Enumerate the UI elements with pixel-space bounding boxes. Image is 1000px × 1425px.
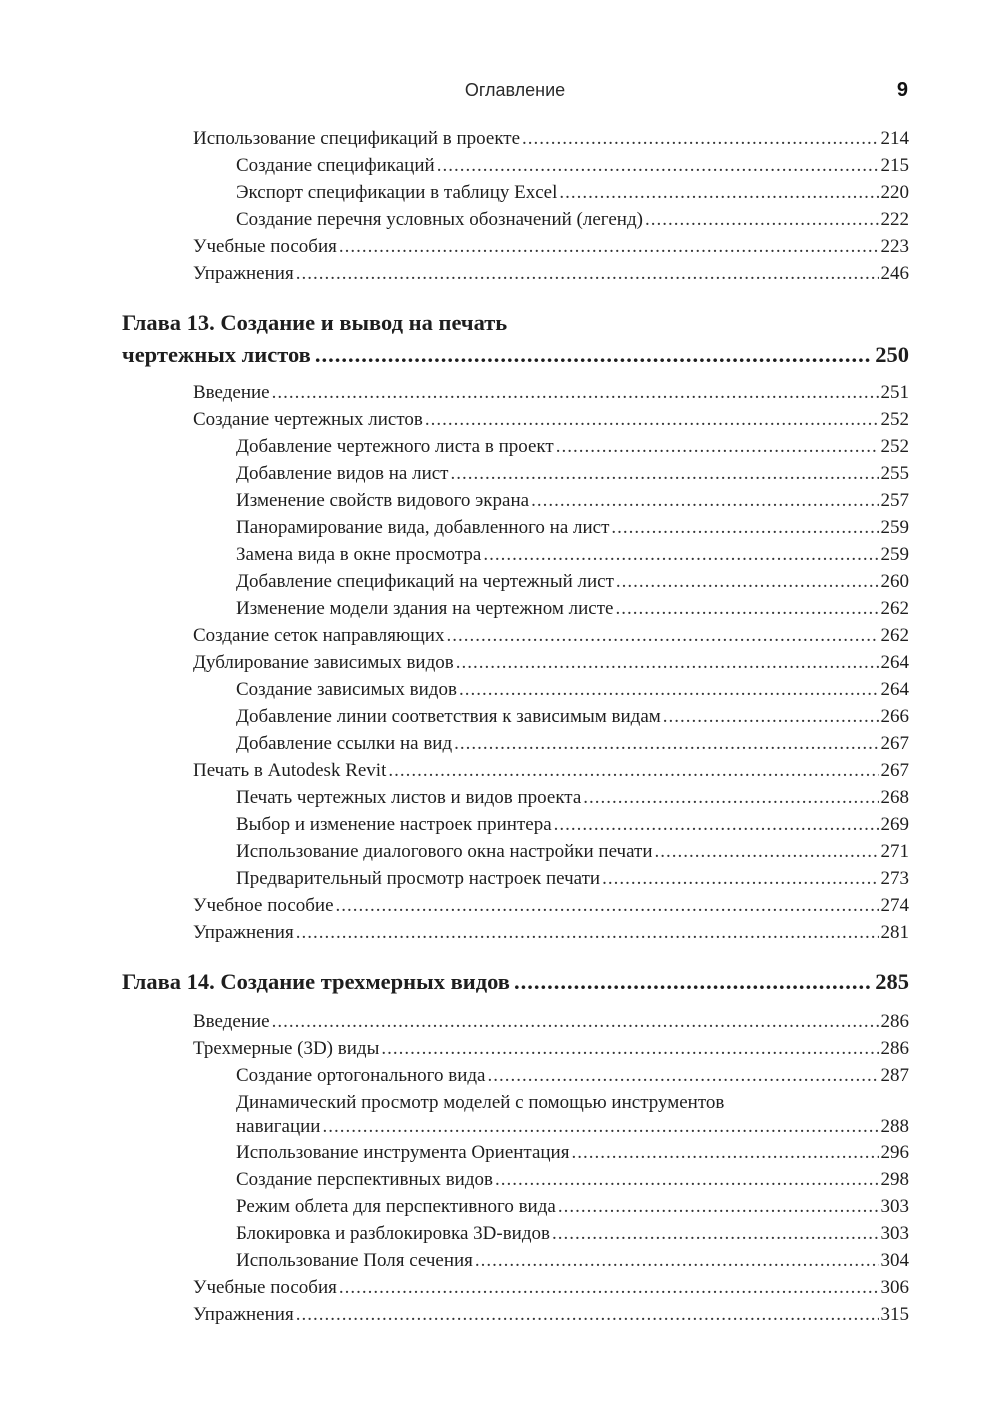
chapter-13-title: Глава 13. Создание и вывод на печать [122,310,508,335]
toc-entry-label: Режим облета для перспективного вида [236,1196,556,1217]
toc-entry [193,1010,909,1034]
toc-entry-page: 303 [880,1223,909,1244]
toc-entry-label: Использование спецификаций в проекте [193,128,521,149]
toc-entry [193,408,909,432]
toc-entry-label: Введение [193,1011,270,1032]
toc-entry [236,570,909,594]
toc-entry [236,1249,909,1273]
dot-leader [583,786,878,810]
toc-entry-label: Создание чертежных листов [193,409,423,430]
toc-entry-label: Создание перечня условных обозначений (легенд) [236,209,643,230]
toc-entry-page: 287 [880,1065,909,1086]
dot-leader [454,732,878,756]
dot-leader [495,1168,879,1192]
toc-entry-page: 264 [880,679,909,700]
dot-leader [483,543,878,567]
toc-entry [193,127,909,151]
toc-entry-label: Динамический просмотр моделей с помощью инструментов [236,1092,725,1113]
toc-entry-label: Использование диалогового окна настройки печати [236,841,653,862]
toc-entry-page: 251 [880,382,909,403]
toc-entry-page: 271 [880,841,909,862]
toc-entry-page: 266 [880,706,909,727]
toc-entry-page: 273 [880,868,909,889]
toc-entry [236,516,909,540]
toc-entry-label: Изменение модели здания на чертежном листе [236,598,614,619]
toc-entry [236,732,909,756]
toc-entry-label: Учебные пособия [193,236,337,257]
toc-entry-label: Создание ортогонального вида [236,1065,486,1086]
toc-entry-label: Создание зависимых видов [236,679,457,700]
dot-leader [559,181,878,205]
toc-entry-page: 252 [880,436,909,457]
dot-leader [381,1037,878,1061]
toc-entry [236,154,909,178]
toc-entry-page: 220 [880,182,909,203]
dot-leader [296,921,879,945]
dot-leader [655,840,879,864]
dot-leader [339,1276,879,1300]
toc-entry [193,624,909,648]
toc-entry-page: 260 [880,571,909,592]
toc-entry [193,759,909,783]
toc-entry-page: 259 [880,517,909,538]
chapter-13-page: 250 [875,342,909,367]
toc-entry-label: Изменение свойств видового экрана [236,490,530,511]
toc-entry [236,597,909,621]
dot-leader [556,435,879,459]
toc-entry [236,1168,909,1192]
toc-entry-page: 222 [880,209,909,230]
toc-entry-page: 255 [880,463,909,484]
toc-entry-label: Добавление ссылки на вид [236,733,453,754]
toc-entry-page: 267 [880,733,909,754]
toc-entry-page: 246 [880,263,909,284]
toc-entry [193,921,909,945]
dot-leader [339,235,879,259]
dot-leader [315,340,871,370]
toc-entry-page: 298 [880,1169,909,1190]
toc-entry-page: 257 [880,490,909,511]
dot-leader [522,127,878,151]
dot-leader [272,1010,879,1034]
toc-entry [236,705,909,729]
toc-entry-label: Печать в Autodesk Revit [193,760,387,781]
toc-entry [236,813,909,837]
toc-entry [236,678,909,702]
running-header [122,80,908,104]
toc-entry-page: 306 [880,1277,909,1298]
toc-entry [193,381,909,405]
toc-entry-page: 274 [880,895,909,916]
toc-entry-page: 286 [880,1038,909,1059]
toc-entry-label: Использование инструмента Ориентация [236,1142,570,1163]
dot-leader [531,489,878,513]
toc-entry-label: Учебные пособия [193,1277,337,1298]
toc-entry-page: 215 [880,155,909,176]
dot-leader [571,1141,878,1165]
toc-entry-page: 252 [880,409,909,430]
toc-entry [236,543,909,567]
dot-leader [558,1195,879,1219]
dot-leader [616,570,879,594]
dot-leader [296,1303,879,1327]
dot-leader [425,408,879,432]
toc-entry-page: 281 [880,922,909,943]
toc-entry-label: Создание спецификаций [236,155,435,176]
toc-entry [236,181,909,205]
toc-entry-page: 268 [880,787,909,808]
dot-leader [552,1222,879,1246]
toc-entry [236,867,909,891]
dot-leader [388,759,878,783]
toc-entry-label: Экспорт спецификации в таблицу Excel [236,182,558,203]
toc-entry-page: 262 [880,625,909,646]
toc-entry-page: 259 [880,544,909,565]
toc-entry [236,435,909,459]
toc-entry-label: Использование Поля сечения [236,1250,473,1271]
toc-entry-label: Блокировка и разблокировка 3D-видов [236,1223,550,1244]
toc-entry-page: 304 [880,1250,909,1271]
toc-entry-label: Добавление спецификаций на чертежный лист [236,571,614,592]
toc-entry [193,1037,909,1061]
dot-leader [459,678,879,702]
toc-entry [236,1141,909,1165]
toc-entry-page: 223 [880,236,909,257]
toc-entry-label: Создание перспективных видов [236,1169,493,1190]
toc-entry [236,1222,909,1246]
dot-leader [663,705,879,729]
toc-entry [193,894,909,918]
dot-leader [645,208,879,232]
toc-entry-page: 264 [880,652,909,673]
toc-entry [236,1195,909,1219]
toc-entry [193,262,909,286]
chapter-14-title-row [122,967,909,997]
toc-entry-page: 269 [880,814,909,835]
chapter-13-title-line2: чертежных листов [122,342,311,367]
chapter-13-title-cont [122,340,909,370]
dot-leader [456,651,879,675]
toc-entry [193,1276,909,1300]
dot-leader [487,1064,878,1088]
toc-entry-label: Замена вида в окне просмотра [236,544,482,565]
running-title: Оглавление [464,80,566,100]
toc-entry [236,489,909,513]
toc-entry-label: Добавление линии соответствия к зависимым видам [236,706,661,727]
toc-entry-label: Упражнения [193,922,294,943]
dot-leader [602,867,878,891]
toc-entry [236,1064,909,1088]
toc-entry-page: 214 [880,128,909,149]
dot-leader [322,1115,878,1139]
toc-entry-label: Учебное пособие [193,895,334,916]
dot-leader [336,894,879,918]
toc-entry [236,462,909,486]
toc-entry-page: 303 [880,1196,909,1217]
toc-entry-label: Дублирование зависимых видов [193,652,454,673]
toc-entry [236,1091,909,1139]
toc-entry-label: Панорамирование вида, добавленного на лист [236,517,610,538]
toc-entry-label: Введение [193,382,270,403]
toc-entry [193,651,909,675]
toc-entry-page: 315 [880,1304,909,1325]
chapter-14-page: 285 [875,969,909,994]
dot-leader [437,154,879,178]
toc-entry-page: 288 [880,1116,909,1137]
toc-entry [236,208,909,232]
dot-leader [611,516,878,540]
toc-entry-label: Добавление чертежного листа в проект [236,436,554,457]
toc-entry [236,786,909,810]
toc-entry-page: 286 [880,1011,909,1032]
chapter-14-title: Глава 14. Создание трехмерных видов [122,969,510,994]
toc-entry-label: Упражнения [193,263,294,284]
toc-entry-label: Выбор и изменение настроек принтера [236,814,552,835]
toc-entry-label: Предварительный просмотр настроек печати [236,868,601,889]
toc-entry [193,1303,909,1327]
toc-entry-label: Добавление видов на лист [236,463,449,484]
toc-entry [193,235,909,259]
toc-entry-label: Печать чертежных листов и видов проекта [236,787,582,808]
toc-entry-label-cont: навигации [236,1116,321,1137]
toc-entry-page: 296 [880,1142,909,1163]
toc-entry-label: Трехмерные (3D) виды [193,1038,380,1059]
toc-entry-page: 262 [880,598,909,619]
dot-leader [475,1249,879,1273]
dot-leader [450,462,878,486]
dot-leader [615,597,878,621]
dot-leader [446,624,878,648]
toc-entry-label: Создание сеток направляющих [193,625,445,646]
dot-leader [272,381,879,405]
toc-entry-page: 267 [880,760,909,781]
page-number: 9 [896,79,908,101]
toc-entry [236,840,909,864]
dot-leader [554,813,879,837]
toc-entry-label: Упражнения [193,1304,294,1325]
dot-leader [296,262,879,286]
dot-leader [514,967,871,997]
